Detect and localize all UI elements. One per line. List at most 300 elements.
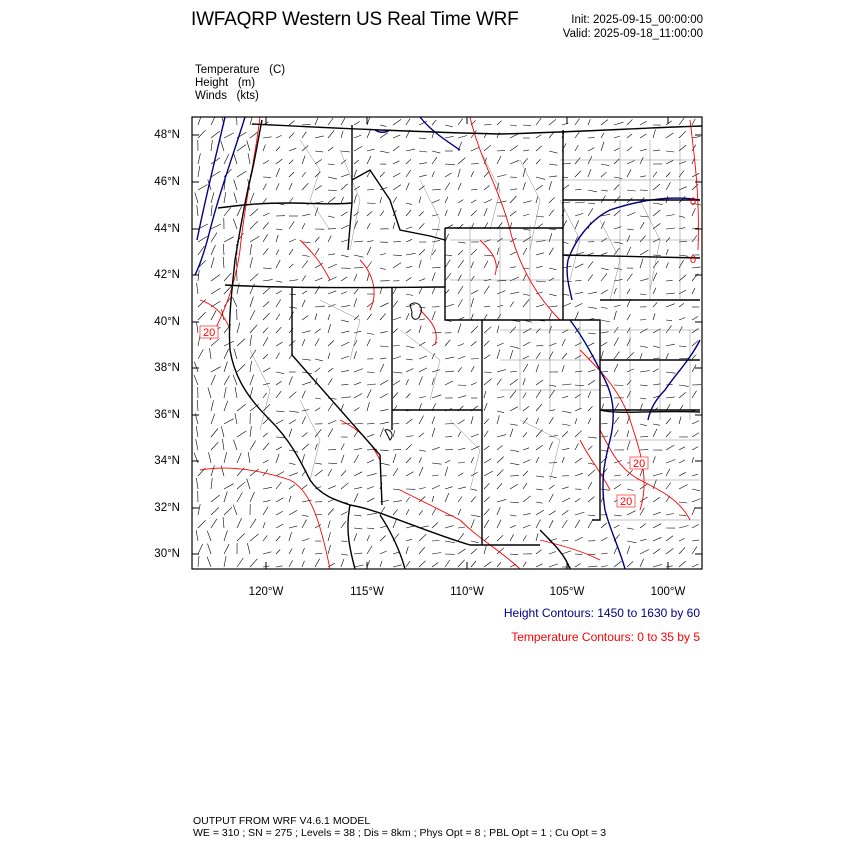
wind-barb xyxy=(640,371,650,373)
wind-barb xyxy=(289,376,292,385)
lon-label: 110°W xyxy=(450,586,484,598)
wind-barb xyxy=(458,396,466,398)
wind-barb xyxy=(497,261,499,268)
wind-barb xyxy=(211,245,216,255)
wind-barb xyxy=(588,497,594,502)
wind-barb xyxy=(536,489,543,490)
wind-barb xyxy=(354,382,361,385)
wind-barb xyxy=(653,172,657,177)
wind-barb xyxy=(653,537,661,541)
wind-barb xyxy=(393,346,400,347)
wind-barb xyxy=(471,262,474,268)
wind-barb xyxy=(302,124,311,125)
wind-barb xyxy=(510,189,517,190)
wind-barb xyxy=(367,156,371,164)
wind-barb xyxy=(666,445,674,450)
wind-barb xyxy=(640,294,647,295)
wind-barb xyxy=(679,547,685,554)
wind-barb xyxy=(419,547,425,554)
wind-barb xyxy=(549,294,557,296)
wind-barb xyxy=(627,314,631,320)
wind-barb xyxy=(328,449,336,450)
wind-barb xyxy=(250,534,259,541)
wind-barb xyxy=(354,487,362,489)
wind-barb xyxy=(315,172,320,177)
wind-barb xyxy=(247,543,250,554)
wind-barb xyxy=(458,432,461,437)
wind-barb xyxy=(302,548,305,554)
wind-barb xyxy=(510,407,518,411)
wind-barb xyxy=(692,547,697,554)
wind-barb xyxy=(614,210,620,216)
wind-barb xyxy=(614,148,619,151)
wind-barb xyxy=(380,551,387,554)
wind-barb xyxy=(627,546,630,554)
wind-barb xyxy=(276,300,281,308)
wind-barb xyxy=(380,151,389,153)
wind-barb xyxy=(419,376,423,385)
wind-barb xyxy=(234,349,237,360)
wind-barb xyxy=(497,507,500,515)
wind-barb xyxy=(536,305,544,307)
wind-barb xyxy=(354,472,362,476)
wind-barb xyxy=(445,487,453,489)
wind-barb xyxy=(341,521,346,528)
wind-barb xyxy=(196,426,198,437)
wind-barb xyxy=(458,463,465,464)
wind-barb xyxy=(354,331,361,333)
wind-barb xyxy=(536,418,539,424)
wind-barb xyxy=(354,289,358,294)
wind-barb xyxy=(471,549,477,554)
wind-barb xyxy=(666,160,673,164)
wind-barb xyxy=(484,520,489,528)
wind-barb xyxy=(419,416,424,425)
wind-barb xyxy=(679,358,689,359)
wind-barb xyxy=(315,136,324,138)
wind-barb xyxy=(224,556,226,567)
wind-barb xyxy=(406,379,409,385)
wind-barb xyxy=(497,469,503,476)
wind-barb xyxy=(432,189,441,190)
wind-barb xyxy=(653,424,660,425)
wind-barb xyxy=(458,487,466,489)
wind-barb xyxy=(497,150,505,151)
wind-barb xyxy=(341,225,349,229)
wind-barb xyxy=(393,423,399,424)
wind-barb xyxy=(235,413,237,424)
wind-barb xyxy=(276,420,283,424)
wind-barb xyxy=(341,455,344,463)
wind-barb xyxy=(653,497,660,502)
wind-barb xyxy=(354,241,363,242)
wind-barb xyxy=(653,210,660,216)
wind-barb xyxy=(523,535,527,541)
wind-barb xyxy=(197,322,199,333)
wind-barb xyxy=(302,331,311,333)
wind-barb xyxy=(510,160,519,164)
wind-barb xyxy=(432,553,441,555)
wind-barb xyxy=(354,528,362,529)
wind-barb xyxy=(679,417,681,425)
wind-barb xyxy=(328,264,337,268)
wind-barb xyxy=(692,457,694,463)
wind-barb xyxy=(445,173,452,177)
wind-barb xyxy=(614,484,621,489)
wind-barb xyxy=(315,444,317,450)
wind-barb xyxy=(692,391,697,398)
wind-barb xyxy=(653,524,661,528)
wind-barb xyxy=(692,119,695,125)
wind-barb xyxy=(692,564,698,567)
wind-barb xyxy=(263,302,269,308)
wind-barb xyxy=(247,141,250,152)
wind-barb xyxy=(484,483,490,489)
wind-barb xyxy=(221,141,224,152)
wind-barb xyxy=(315,408,320,411)
wind-barb xyxy=(549,181,552,190)
wind-barb xyxy=(458,533,464,541)
wind-barb xyxy=(432,342,437,346)
wind-barb xyxy=(640,549,649,554)
wind-barb xyxy=(653,549,660,554)
wind-barb xyxy=(289,121,295,125)
wind-barb xyxy=(601,164,609,166)
wind-barb xyxy=(536,177,545,179)
wind-barb xyxy=(627,169,631,177)
wind-barb xyxy=(276,372,284,374)
wind-barb xyxy=(367,149,375,151)
wind-barb xyxy=(224,507,232,515)
wind-barb xyxy=(653,384,661,385)
wind-barb xyxy=(315,470,323,476)
wind-barb xyxy=(432,288,435,294)
wind-barb xyxy=(211,339,219,346)
wind-barb xyxy=(341,212,348,216)
wind-barb xyxy=(536,352,540,359)
wind-barb xyxy=(523,294,530,296)
wind-barb xyxy=(393,263,401,268)
wind-barb xyxy=(627,541,636,543)
wind-barb xyxy=(315,314,317,321)
wind-barb xyxy=(263,354,268,359)
wind-barb xyxy=(380,125,386,126)
wind-barb xyxy=(614,561,621,567)
wind-barb xyxy=(484,286,489,294)
wind-barb xyxy=(549,494,553,502)
wind-barb xyxy=(614,248,619,255)
wind-barb xyxy=(380,561,382,567)
wind-barb xyxy=(224,452,227,463)
wind-barb xyxy=(510,390,516,398)
wind-barb xyxy=(484,341,489,346)
wind-barb xyxy=(380,409,389,411)
wind-barb xyxy=(341,320,349,322)
wind-barb xyxy=(627,380,631,385)
wind-barb xyxy=(302,183,308,190)
wind-barb xyxy=(302,146,308,151)
wind-barb xyxy=(341,305,350,307)
wind-barb xyxy=(510,424,518,425)
wind-barb xyxy=(640,398,646,399)
wind-barb xyxy=(263,460,268,463)
wind-barb xyxy=(432,250,436,255)
wind-barb xyxy=(393,565,402,567)
wind-barb xyxy=(562,498,570,502)
wind-barb xyxy=(302,300,305,307)
wind-barb xyxy=(484,391,486,398)
wind-barb xyxy=(679,561,686,567)
wind-barb xyxy=(328,509,334,516)
wind-barb xyxy=(471,497,476,502)
wind-barb xyxy=(302,214,310,216)
wind-barb xyxy=(195,193,198,204)
wind-barb xyxy=(393,381,400,385)
wind-barb xyxy=(549,197,555,203)
wind-barb xyxy=(224,531,227,542)
wind-barb xyxy=(614,417,619,424)
wind-barb xyxy=(692,489,700,491)
wind-barb xyxy=(497,411,504,413)
wind-barb xyxy=(380,314,386,320)
wind-barb xyxy=(224,273,231,281)
wind-barb xyxy=(419,163,427,164)
wind-barb xyxy=(575,280,582,281)
wind-barb xyxy=(250,310,255,320)
temp-label-20-east-b: 20 xyxy=(620,496,633,508)
wind-barb xyxy=(575,264,583,268)
wind-barb xyxy=(666,293,675,294)
wind-barb xyxy=(562,551,571,554)
wind-barb xyxy=(198,270,199,281)
wind-barb xyxy=(237,453,241,463)
wind-barb xyxy=(601,196,606,204)
wind-barb xyxy=(510,267,516,268)
wind-barb xyxy=(432,200,440,203)
wind-barb xyxy=(302,433,308,438)
lon-label: 105°W xyxy=(549,586,585,598)
wind-barb xyxy=(236,114,237,125)
wind-barb xyxy=(653,184,660,190)
wind-barb xyxy=(536,380,543,385)
wind-barb xyxy=(367,513,377,515)
wind-barb xyxy=(354,170,357,177)
wind-barb xyxy=(679,303,684,307)
wind-barb xyxy=(211,367,221,372)
wind-barb xyxy=(406,239,412,242)
wind-barb xyxy=(393,468,398,476)
wind-barb xyxy=(614,338,619,346)
wind-barb xyxy=(341,118,345,125)
wind-barb xyxy=(289,148,296,151)
wind-barb xyxy=(406,183,409,190)
wind-barb xyxy=(328,428,333,437)
wind-barb xyxy=(237,533,245,541)
wind-barb xyxy=(354,212,359,216)
wind-barb xyxy=(588,253,594,255)
wind-barb xyxy=(562,448,569,450)
wind-barb xyxy=(289,133,294,138)
wind-barb xyxy=(328,368,333,372)
wind-barb xyxy=(575,458,582,463)
wind-barb xyxy=(484,306,490,307)
wind-barb xyxy=(445,560,450,567)
wind-barb xyxy=(211,275,220,281)
wind-barb xyxy=(354,146,362,151)
wind-barb xyxy=(419,433,424,437)
wind-barb xyxy=(406,419,412,424)
wind-barb xyxy=(692,474,698,476)
wind-barb xyxy=(497,121,502,125)
wind-barb xyxy=(588,470,595,476)
wind-barb xyxy=(614,227,621,229)
wind-barb xyxy=(536,266,543,268)
wind-barb xyxy=(458,385,466,386)
wind-barb xyxy=(679,485,688,490)
wind-barb xyxy=(237,283,239,294)
wind-barb xyxy=(419,342,425,346)
wind-barb xyxy=(523,525,530,528)
wind-barb xyxy=(328,521,330,528)
wind-barb xyxy=(237,339,245,346)
wind-barb xyxy=(393,119,401,125)
wind-barb xyxy=(393,173,400,177)
wind-barb xyxy=(263,404,270,411)
wind-barb xyxy=(354,534,357,542)
wind-barb xyxy=(198,349,203,359)
wind-barb xyxy=(393,317,401,320)
wind-barb xyxy=(536,146,542,151)
wind-barb xyxy=(536,365,539,372)
wind-barb xyxy=(354,431,358,437)
wind-barb xyxy=(536,390,541,398)
wind-barb xyxy=(367,423,374,424)
wind-barb xyxy=(367,546,372,554)
wind-barb xyxy=(235,387,237,398)
wind-barb xyxy=(432,395,441,398)
wind-barb xyxy=(263,337,268,346)
wind-barb xyxy=(328,291,336,294)
wind-barb xyxy=(194,362,198,372)
wind-barb xyxy=(276,281,282,282)
lon-label: 115°W xyxy=(350,586,384,598)
wind-barb xyxy=(640,346,648,348)
wind-barb xyxy=(263,443,269,450)
wind-barb xyxy=(510,292,519,294)
wind-barb xyxy=(276,147,280,152)
wind-barb xyxy=(549,151,557,153)
wind-barb xyxy=(614,430,618,437)
wind-barb xyxy=(432,485,440,489)
wind-barb xyxy=(367,487,374,490)
wind-barb xyxy=(222,439,224,450)
wind-barb xyxy=(406,561,410,567)
wind-barb xyxy=(196,478,198,489)
wind-barb xyxy=(627,431,629,438)
wind-barb xyxy=(497,201,507,203)
wind-barb xyxy=(445,493,449,502)
wind-barb xyxy=(614,122,623,125)
wind-barb xyxy=(328,314,330,320)
wind-barb xyxy=(341,356,349,359)
wind-barb xyxy=(406,294,413,296)
wind-barb xyxy=(640,176,646,177)
temp-label-0-a: 0 xyxy=(690,196,697,208)
wind-barb xyxy=(445,449,453,450)
wind-barb xyxy=(419,397,426,399)
wind-barb xyxy=(276,135,282,138)
wind-barb xyxy=(666,344,675,346)
wind-barb xyxy=(484,471,493,476)
wind-barb xyxy=(575,171,581,177)
wind-barb xyxy=(263,234,268,242)
wind-barb xyxy=(341,559,344,567)
wind-barb xyxy=(315,248,319,255)
wind-barb xyxy=(666,263,669,269)
wind-barb xyxy=(601,290,608,294)
wind-barb xyxy=(211,495,220,502)
init-time: Init: 2025-09-15_00:00:00 xyxy=(571,14,703,26)
wind-barb xyxy=(666,418,671,424)
wind-barb xyxy=(250,492,255,502)
wind-barb xyxy=(497,445,503,450)
wind-barb xyxy=(445,371,454,372)
wind-barb xyxy=(510,125,517,126)
wind-barb xyxy=(484,379,492,385)
wind-barb xyxy=(484,261,488,268)
wind-barb xyxy=(523,448,529,450)
wind-barb xyxy=(198,166,200,177)
lat-label: 40°N xyxy=(154,316,180,328)
wind-barb xyxy=(302,520,307,528)
wind-barb xyxy=(234,154,237,165)
wind-barb xyxy=(471,171,474,177)
wind-barb xyxy=(601,142,604,151)
wind-barb xyxy=(393,393,398,399)
lon-label: 100°W xyxy=(650,586,686,598)
temp-label-20-east-a: 20 xyxy=(633,458,646,470)
wind-barb xyxy=(367,333,374,335)
wind-barb xyxy=(211,400,214,411)
wind-barb xyxy=(614,475,621,476)
wind-barb xyxy=(653,273,657,281)
wind-barb xyxy=(484,562,491,567)
wind-barb xyxy=(224,192,226,203)
wind-barb xyxy=(380,197,382,203)
wind-barb xyxy=(289,485,295,489)
wind-barb xyxy=(458,497,462,503)
wind-barb xyxy=(536,510,544,515)
wind-barb xyxy=(445,340,450,346)
wind-barb xyxy=(211,192,214,203)
wind-barb xyxy=(588,190,597,192)
wind-barb xyxy=(315,207,318,216)
wind-barb xyxy=(471,416,473,424)
wind-barb xyxy=(289,420,296,424)
wind-barb xyxy=(458,200,463,203)
wind-barb xyxy=(393,197,397,203)
wind-barb xyxy=(276,260,280,268)
wind-barb xyxy=(536,281,546,282)
wind-barb xyxy=(666,326,672,333)
wind-barb xyxy=(562,510,568,515)
wind-barb xyxy=(197,283,198,294)
wind-barb xyxy=(523,299,529,307)
wind-barb xyxy=(341,370,349,372)
wind-barb xyxy=(380,303,389,307)
wind-barb xyxy=(263,145,265,151)
wind-barb xyxy=(432,541,439,542)
